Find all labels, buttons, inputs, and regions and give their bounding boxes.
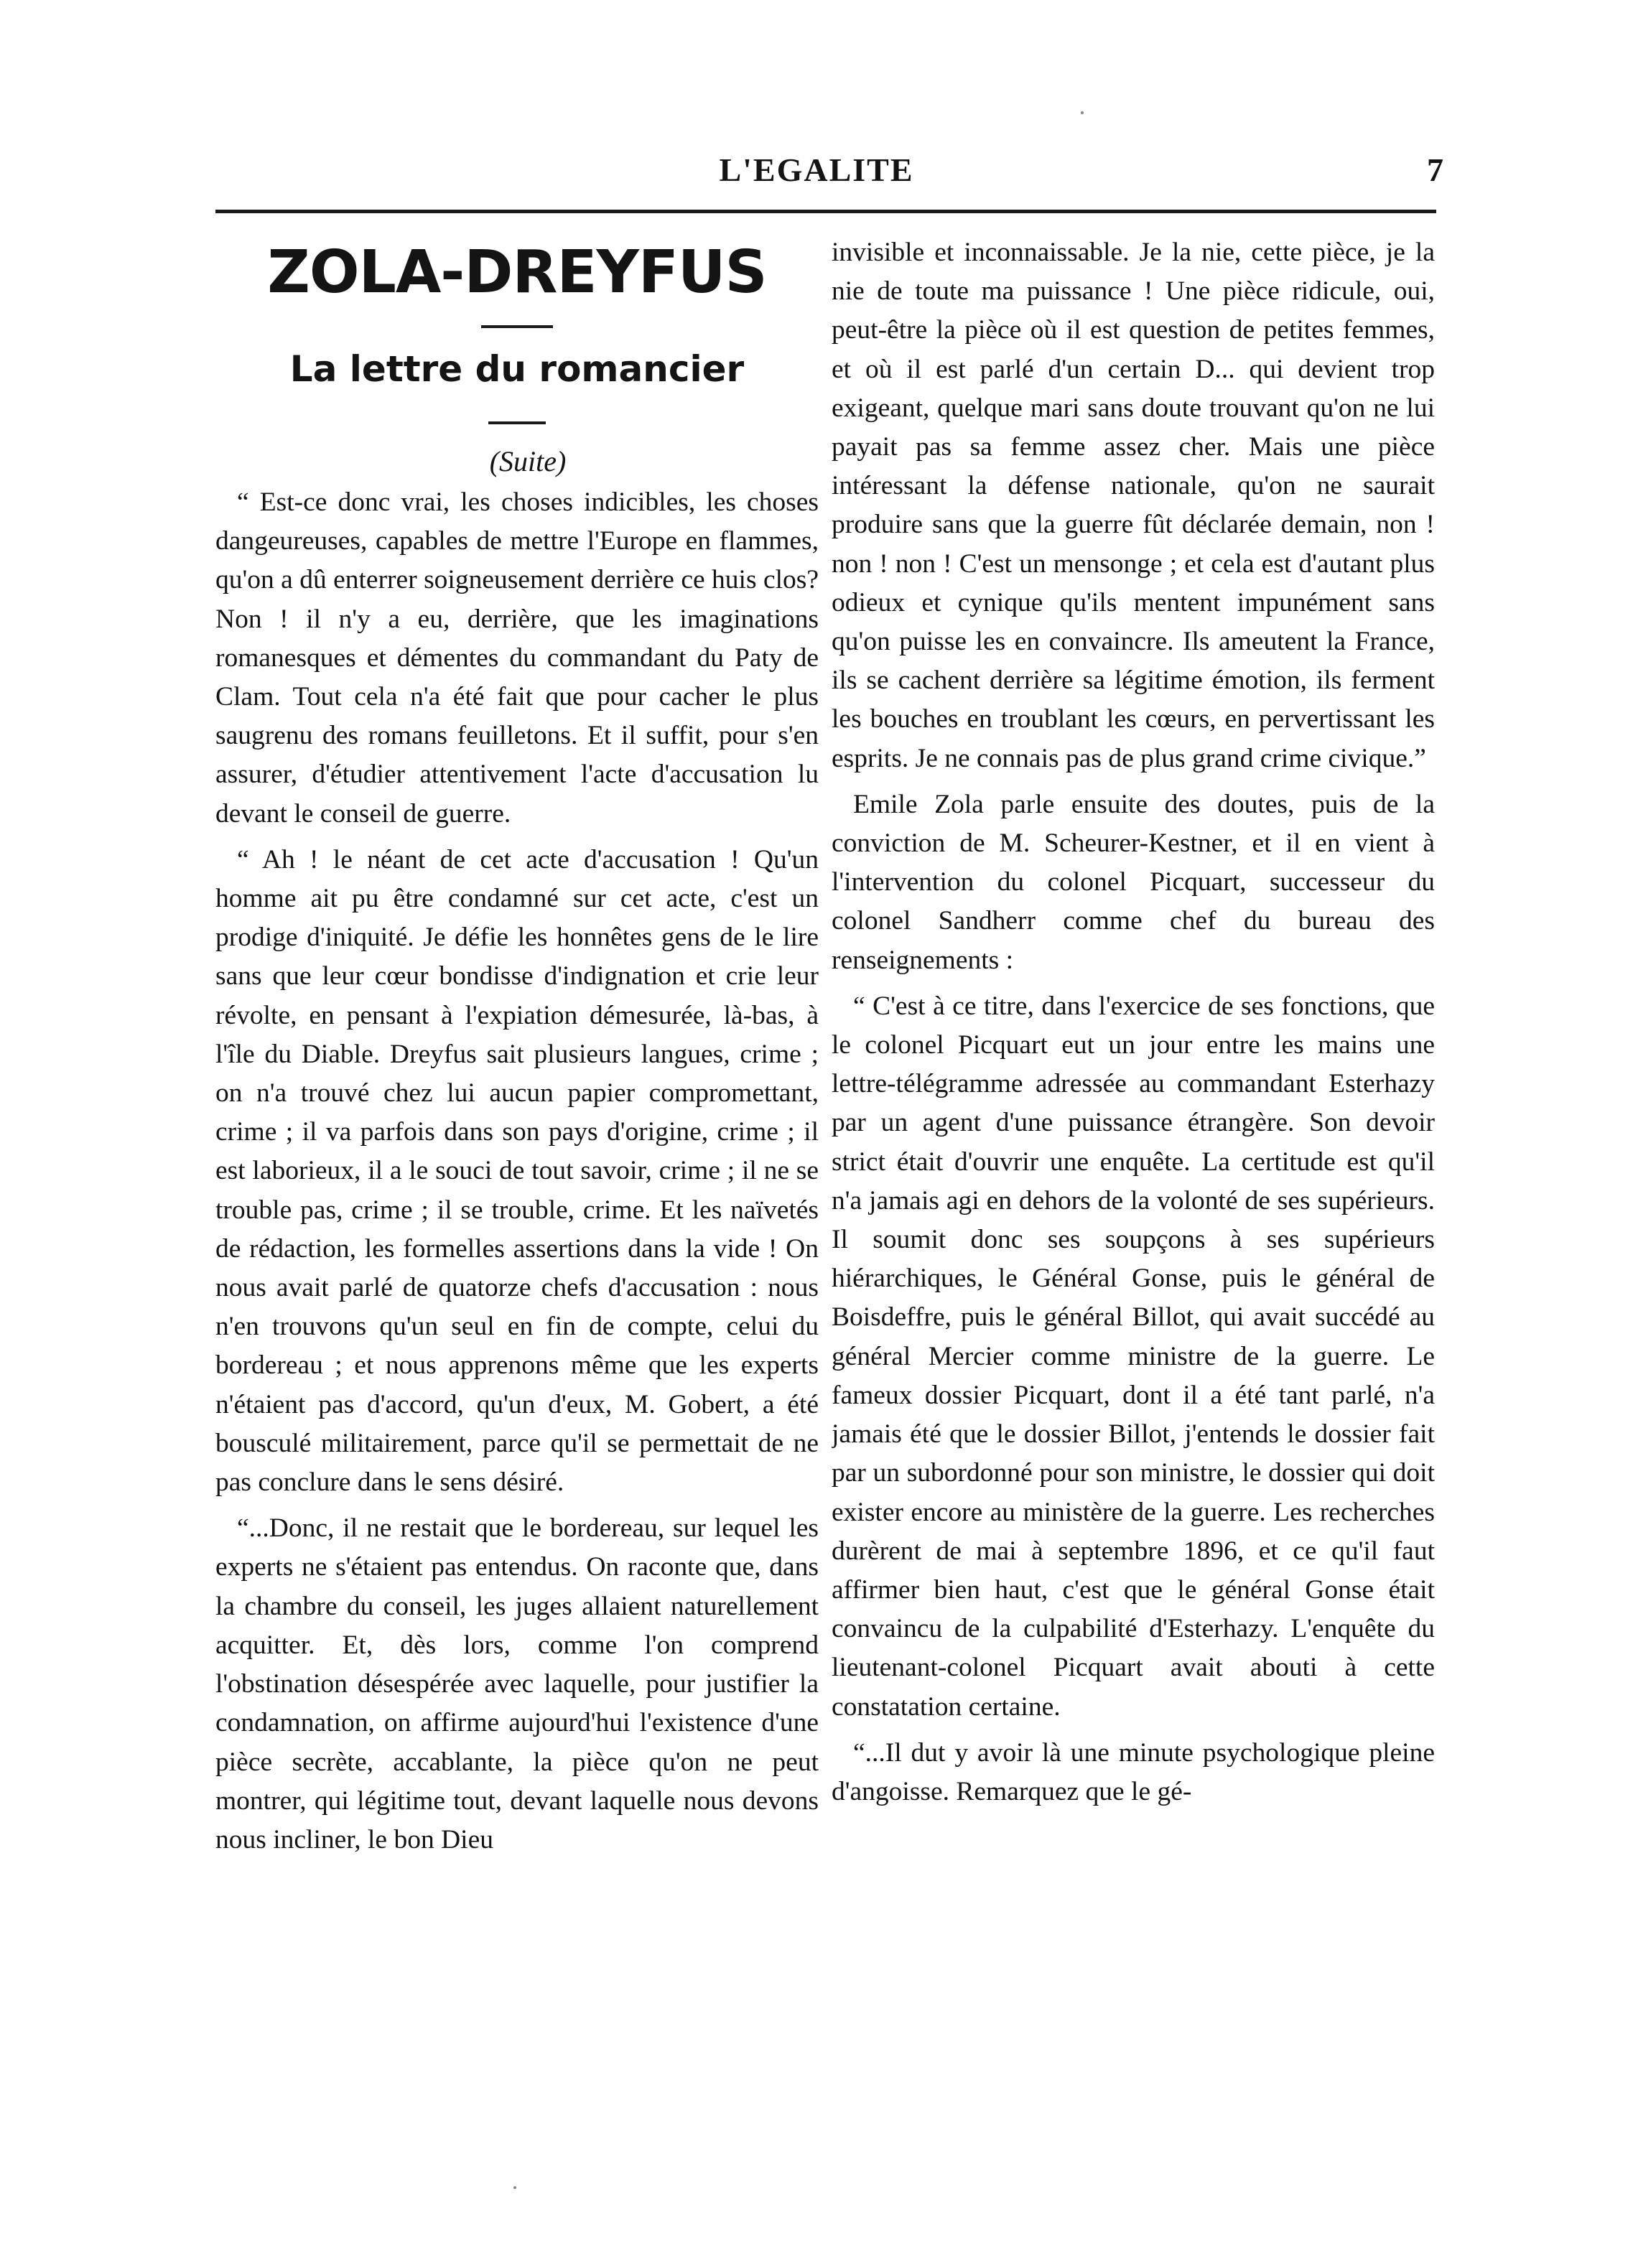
left-column [215,233,819,1859]
article-title: ZOLA-DREYFUS [267,238,767,307]
newspaper-header-title: L'EGALITE [719,151,914,188]
header-rule [215,210,1436,213]
right-paragraph-4: “...Il dut y avoir là une minute psychologique pleine d'angoisse. Remarquez que le gé- [832,1737,1435,1806]
paper-speck [1081,111,1084,114]
title-rule [481,325,553,328]
left-paragraph-2: “ Ah ! le néant de cet acte d'accusation ! Qu'un homme ait pu être condamné sur cet acte, c'est un prodige d'iniquité. Je défie les honnêtes gens de le lire sans que leur cœur bondisse d'indignation et crie leur révolte, en pensant à l'expiation démesurée, là-bas, à l'île du Diable. Dreyfus sait plusieurs langues, crime ; on n'a trouvé chez lui aucun papier compromettant, crime ; il va parfois dans son pays d'origine, crime ; il est laborieux, il a le souci de tout savoir, crime ; il ne se trouble pas, crime ; il se trouble, crime. Et les naïvetés de rédaction, les formelles assertions dans la vide ! On nous avait parlé de quatorze chefs d'accusation : nous n'en trouvons qu'un seul en fin de compte, celui du bordereau ; et nous apprenons même que les experts n'étaient pas d'accord, qu'un d'eux, M. Gobert, a été bousculé militairement, parce qu'il se permettait de ne pas conclure dans le sens désiré. [215,844,819,1498]
subtitle-rule [488,421,546,424]
left-paragraph-3: “...Donc, il ne restait que le bordereau, sur lequel les experts ne s'étaient pas entendus. On raconte que, dans la chambre du conseil, les juges allaient naturellement acquitter. Et, dès lors, comme l'on comprend l'obstination désespérée avec laquelle, pour justifier la condamnation, on affirme aujourd'hui l'existence d'une pièce secrète, accablante, la pièce qu'on ne peut montrer, qui légitime tout, devant laquelle nous devons nous incliner, le bon Dieu [215,1513,819,1854]
right-column [832,233,1435,1811]
left-paragraph-1: “ Est-ce donc vrai, les choses indicibles, les choses dangeureuses, capables de mettre l'Europe en flammes, qu'on a dû enterrer soigneusement derrière ce huis clos? Non ! il n'y a eu, derrière, que les imaginations romanesques et démentes du commandant du Paty de Clam. Tout cela n'a été fait que pour cacher le plus saugrenu des romans feuilletons. Et il suffit, pour s'en assurer, d'étudier attentivement l'acte d'accusation lu devant le conseil de guerre. [215,487,819,829]
paper-speck [513,2186,516,2189]
suite-label: (Suite) [489,445,567,477]
right-paragraph-3: “ C'est à ce titre, dans l'exercice de ses fonctions, que le colonel Picquart eut un jour entre les mains une lettre-télégramme adressée au commandant Esterhazy par un agent d'une puissance étrangère. Son devoir strict était d'ouvrir une enquête. La certitude est qu'il n'a jamais agi en dehors de la volonté de ses supérieurs. Il soumit donc ses soupçons à ses supérieurs hiérarchiques, le Général Gonse, puis le général de Boisdeffre, puis le général Billot, qui avait succédé au général Mercier comme ministre de la guerre. Le fameux dossier Picquart, dont il a été tant parlé, n'a jamais été que le dossier Billot, j'entends le dossier fait par un subordonné pour son ministre, le dossier qui doit exister encore au ministère de la guerre. Les recherches durèrent de mai à septembre 1896, et ce qu'il faut affirmer bien haut, c'est que le général Gonse était convaincu de la culpabilité d'Esterhazy. L'enquête du lieutenant-colonel Picquart avait abouti à cette constatation certaine. [832,991,1435,1722]
article-subtitle: La lettre du romancier [289,348,745,390]
right-paragraph-2: Emile Zola parle ensuite des doutes, puis de la conviction de M. Scheurer-Kestner, et il en vient à l'intervention du colonel Picquart, successeur du colonel Sandherr comme chef du bureau des renseignements : [832,789,1435,975]
right-paragraph-1: invisible et inconnaissable. Je la nie, cette pièce, je la nie de toute ma puissance ! Une pièce ridicule, oui, peut-être la pièce où il est question de petites femmes, et où il est parlé d'un certain D... qui devient trop exigeant, quelque mari sans doute trouvant qu'on ne lui payait pas sa femme assez cher. Mais une pièce intéressant la défense nationale, qu'on ne saurait produire sans que la guerre fût déclarée demain, non ! non ! non ! C'est un mensonge ; et cela est d'autant plus odieux et cynique qu'ils mentent impunément sans qu'on puisse les en convaincre. Ils ameutent la France, ils se cachent derrière sa légitime émotion, ils ferment les bouches en troublant les cœurs, en pervertissant les esprits. Je ne connais pas de plus grand crime civique.” [832,238,1435,773]
page-number: 7 [1427,151,1443,188]
